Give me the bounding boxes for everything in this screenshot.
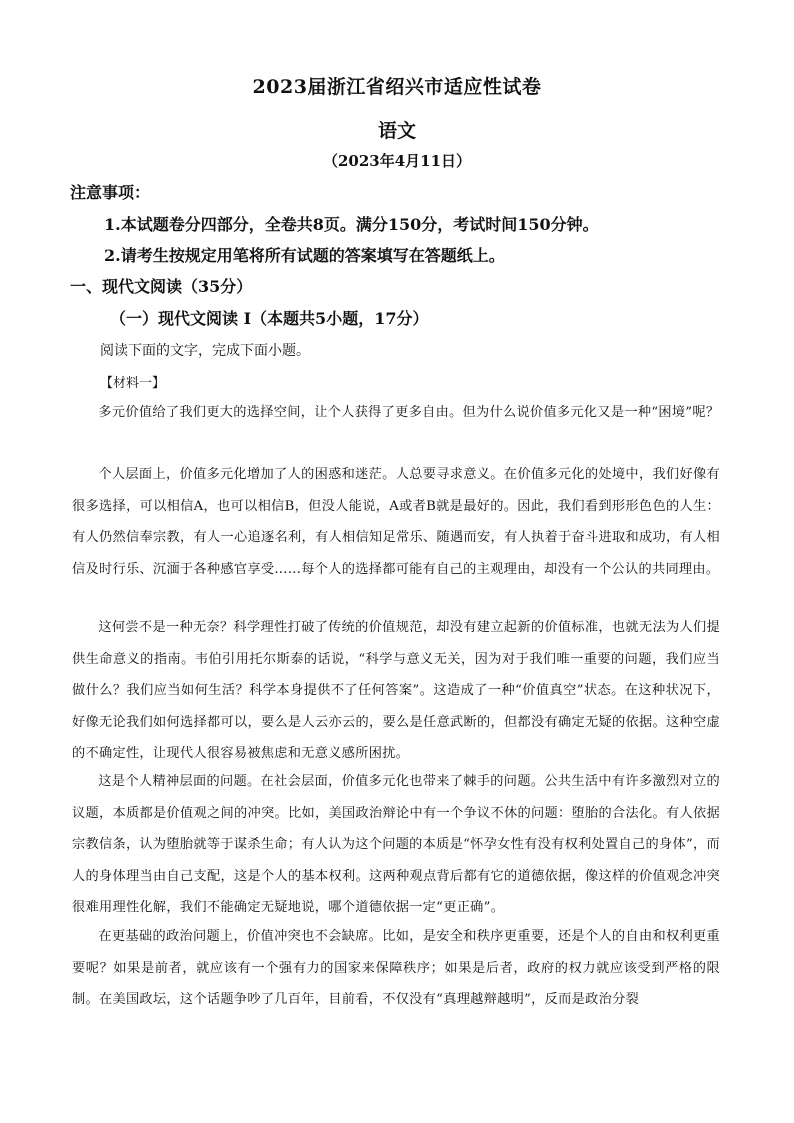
notice-item: 1.本试题卷分四部分，全卷共8页。满分150分，考试时间150分钟。: [104, 215, 599, 234]
subsection-heading: （一）现代文阅读 I（本题共5小题，17分）: [110, 309, 429, 328]
body-paragraph: 个人层面上，价值多元化增加了人的困惑和迷茫。人总要寻求意义。在价值多元化的处境中，我们好像有很多选择，可以相信A，也可以相信B，但没人能说，A或者B就是最好的。因此，我们看到形形色色的人生：有人仍然信奉宗教，有人一心追逐名利，有人相信知足常乐、随遇而安，有人执着于奋斗进取和成功，有人相信及时行乐、沉湎于各种感官享受……每个人的选择都可能有自己的主观理由，却没有一个公认的共同理由。: [72, 467, 720, 577]
body-paragraph: 多元价值给了我们更大的选择空间，让个人获得了更多自由。但为什么说价值多元化又是一种“困境”呢？: [98, 405, 720, 420]
notice-item: 2.请考生按规定用笔将所有试题的答案填写在答题纸上。: [104, 246, 505, 265]
exam-date: （2023年4月11日）: [322, 152, 472, 170]
body-paragraph: 在更基础的政治问题上，价值冲突也不会缺席。比如，是安全和秩序更重要，还是个人的自由和权利更重要呢？如果是前者，就应该有一个强有力的国家来保障秩序；如果是后者，政府的权力就应该受到严格的限制。在美国政坛，这个话题争吵了几百年，目前看，不仅没有“真理越辩越明”，反而是政治分裂: [72, 929, 720, 1007]
material-label: 【材料一】: [100, 376, 166, 391]
notice-heading: 注意事项：: [70, 183, 151, 202]
exam-title: 2023届浙江省绍兴市适应性试卷: [252, 76, 542, 98]
body-paragraph: 这是个人精神层面的问题。在社会层面，价值多元化也带来了棘手的问题。公共生活中有许多激烈对立的议题，本质都是价值观之间的冲突。比如，美国政治辩论中有一个争议不休的问题：堕胎的合法化。有人依据宗教信条，认为堕胎就等于谋杀生命；有人认为这个问题的本质是“怀孕女性有没有权利处置自己的身体”，而人的身体理当由自己支配，这是个人的基本权利。这两种观点背后都有它的道德依据，像这样的价值观念冲突很难用理性化解，我们不能确定无疑地说，哪个道德依据一定“更正确”。: [72, 774, 720, 915]
exam-subject: 语文: [377, 120, 416, 142]
reading-instruction: 阅读下面的文字，完成下面小题。: [100, 343, 310, 359]
section-heading: 一、现代文阅读（35分）: [70, 277, 253, 296]
body-paragraph: 这何尝不是一种无奈？科学理性打破了传统的价值规范，却没有建立起新的价值标准，也就无法为人们提供生命意义的指南。韦伯引用托尔斯泰的话说，“科学与意义无关，因为对于我们唯一重要的问题，我们应当做什么？我们应当如何生活？科学本身提供不了任何答案”。这造成了一种“价值真空”状态。在这种状况下，好像无论我们如何选择都可以，要么是人云亦云的，要么是任意武断的，但都没有确定无疑的依据。这种空虚的不确定性，让现代人很容易被焦虑和无意义感所困扰。: [72, 620, 720, 761]
